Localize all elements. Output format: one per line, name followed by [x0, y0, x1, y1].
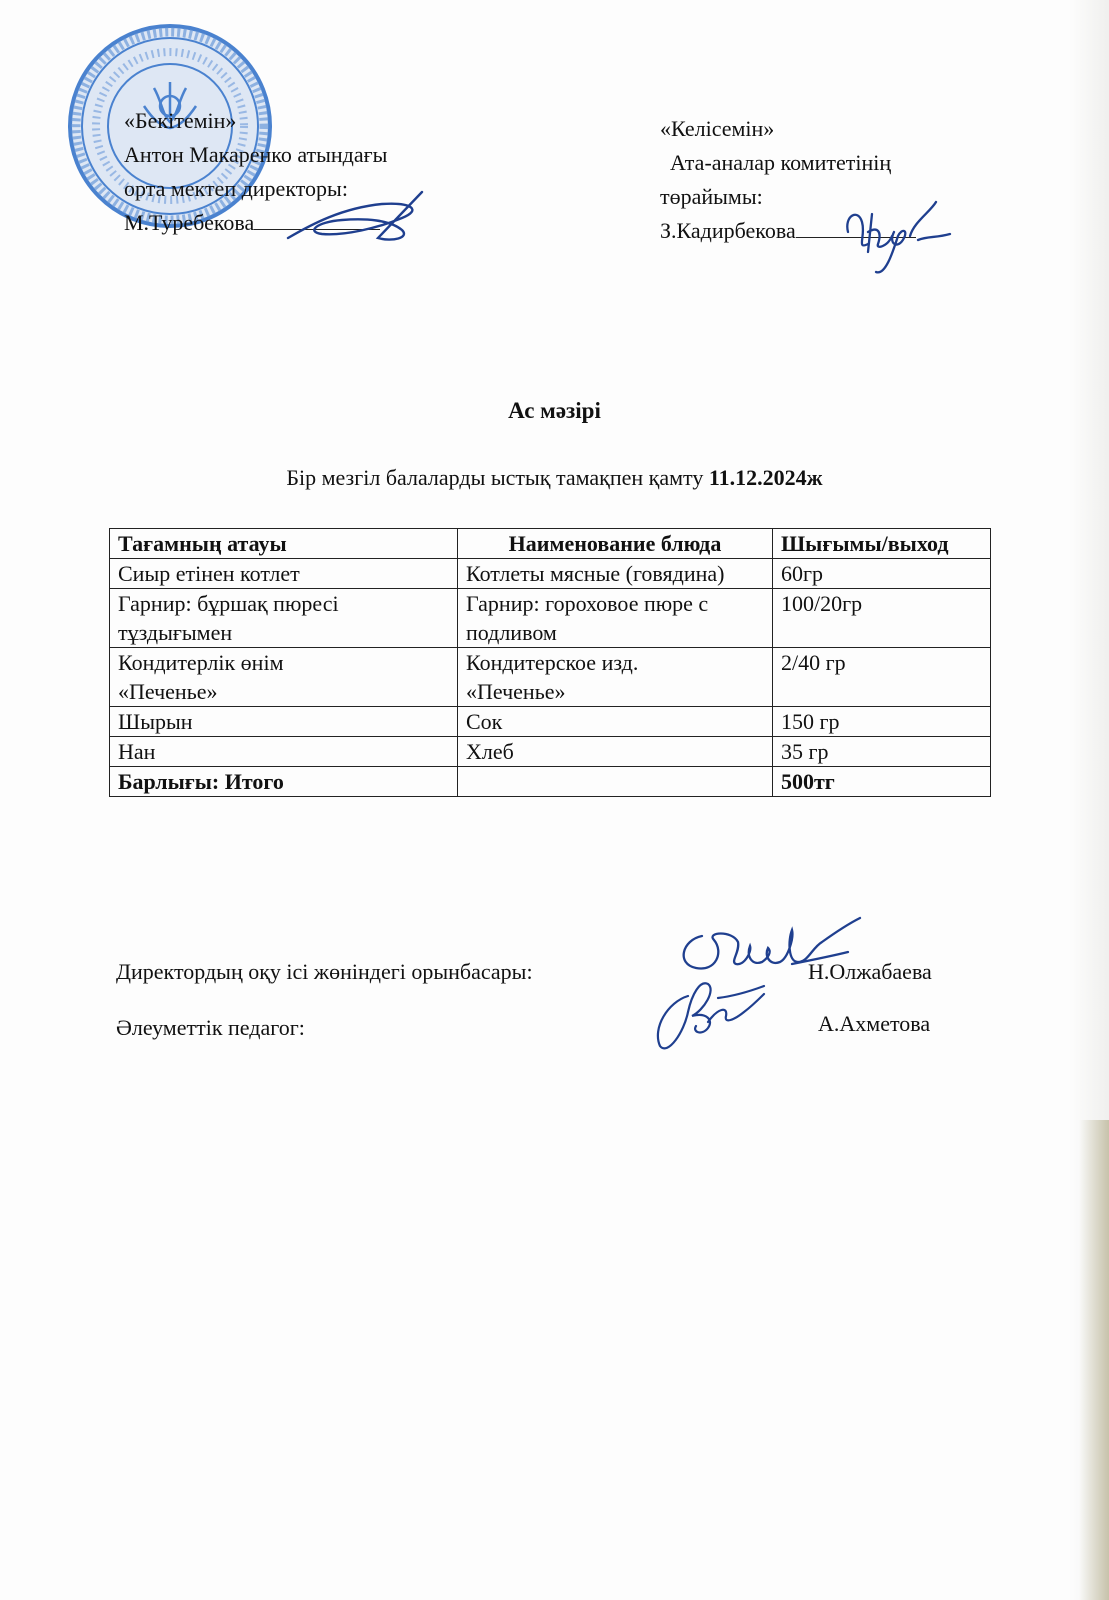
approve-name: М.Туребекова	[124, 210, 255, 235]
table-row	[110, 648, 991, 707]
total-empty-cell	[458, 767, 773, 797]
cell-kz: Нан	[110, 737, 458, 767]
agree-signature	[838, 192, 958, 282]
total-label: Барлығы: Итого	[110, 767, 458, 797]
menu-table	[109, 528, 991, 797]
signer-role-social-pedagogue: Әлеуметтік педагог:	[116, 1015, 305, 1040]
approve-signature	[282, 186, 432, 250]
cell-kz: Кондитерлік өнім «Печенье»	[110, 648, 458, 707]
agree-line-1: Ата-аналар комитетінің	[670, 150, 892, 175]
cell-ru: Кондитерское изд. «Печенье»	[458, 648, 773, 707]
table-row	[110, 737, 991, 767]
header-output: Шығымы/выход	[773, 529, 991, 559]
total-value: 500тг	[773, 767, 991, 797]
cell-kz: Шырын	[110, 707, 458, 737]
cell-output: 60гр	[773, 559, 991, 589]
cell-output: 35 гр	[773, 737, 991, 767]
table-row	[110, 589, 991, 648]
cell-kz: Гарнир: бұршақ пюресі тұздығымен	[110, 589, 458, 648]
cell-kz: Сиыр етінен котлет	[110, 559, 458, 589]
signer-role-deputy: Директордың оқу ісі жөніндегі орынбасары:	[116, 959, 533, 984]
table-row	[110, 559, 991, 589]
approve-line-2: орта мектеп директоры:	[124, 176, 348, 201]
cell-output: 100/20гр	[773, 589, 991, 648]
page-subtitle	[0, 465, 1109, 491]
table-header-row	[110, 529, 991, 559]
paper-corner-shadow	[1079, 1120, 1109, 1600]
cell-ru: Хлеб	[458, 737, 773, 767]
agree-name: З.Кадирбекова	[660, 218, 796, 243]
cell-ru: Котлеты мясные (говядина)	[458, 559, 773, 589]
subtitle-text: Бір мезгіл балаларды ыстық тамақпен қамту	[286, 465, 709, 490]
cell-ru: Гарнир: гороховое пюре с подливом	[458, 589, 773, 648]
subtitle-date: 11.12.2024ж	[708, 465, 823, 490]
agree-line-2: төрайымы:	[660, 184, 763, 209]
agree-heading: «Келісемін»	[660, 116, 775, 141]
header-kz-name: Тағамның атауы	[110, 529, 458, 559]
cell-output: 150 гр	[773, 707, 991, 737]
signer-name-deputy: Н.Олжабаева	[808, 959, 932, 984]
table-row	[110, 707, 991, 737]
cell-output: 2/40 гр	[773, 648, 991, 707]
signer-name-social-pedagogue: А.Ахметова	[818, 1011, 931, 1036]
cell-ru: Сок	[458, 707, 773, 737]
approve-line-1: Антон Макаренко атындағы	[124, 142, 388, 167]
header-ru-name: Наименование блюда	[458, 529, 773, 559]
pedagogue-signature	[648, 972, 768, 1056]
table-total-row	[110, 767, 991, 797]
page-title: Ас мәзірі	[508, 398, 601, 423]
approve-heading: «Бекітемін»	[124, 108, 237, 133]
